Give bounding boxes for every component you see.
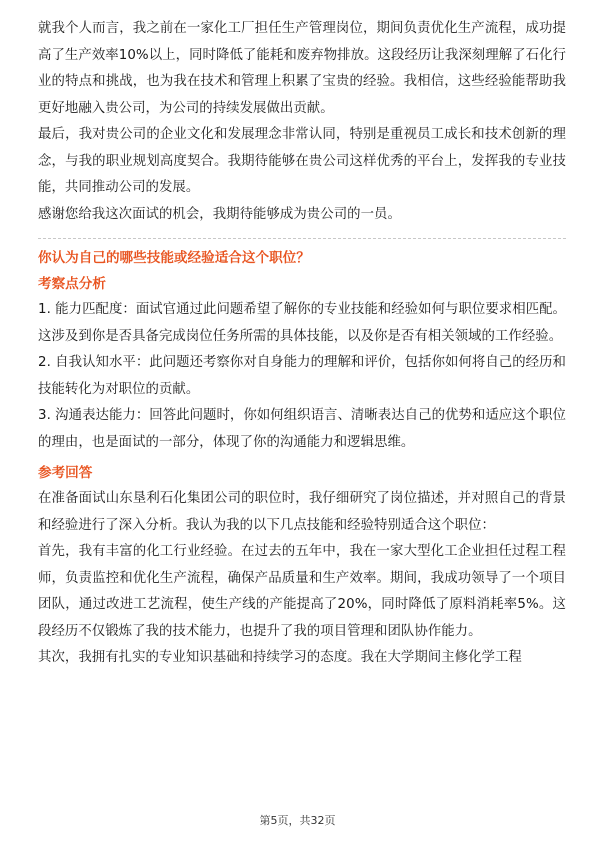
intro-paragraph: 就我个人而言，我之前在一家化工厂担任生产管理岗位，期间负责优化生产流程，成功提高了生产效率10%以上，同时降低了能耗和废弃物排放。这段经历让我深刻理解了石化行业的特点和挑战，也为我在技术和管理上积累了宝贵的经验。我相信，这些经验能帮助我更好地融入贵公司，为公司的持续发展做出贡献。 [38, 21, 566, 116]
answer-paragraph: 其次，我拥有扎实的专业知识基础和持续学习的态度。我在大学期间主修化学工程 [38, 650, 522, 665]
page-number: 第5页，共32页 [259, 814, 336, 827]
analysis-point: 1. 能力匹配度：面试官通过此问题希望了解你的专业技能和经验如何与职位要求相匹配。这涉及到你是否具备完成岗位任务所需的具体技能，以及你是否有相关领域的工作经验。 [38, 302, 566, 344]
intro-paragraph: 感谢您给我这次面试的机会，我期待能够成为贵公司的一员。 [38, 206, 401, 222]
answer-paragraph: 首先，我有丰富的化工行业经验。在过去的五年中，我在一家大型化工企业担任过程工程师，负责监控和优化生产流程，确保产品质量和生产效率。期间，我成功领导了一个项目团队，通过改进工艺流程，使生产线的产能提高了20%，同时降低了原料消耗率5%。这段经历不仅锻炼了我的技术能力，也提升了我的项目管理和团队协作能力。 [38, 544, 566, 639]
analysis-point: 3. 沟通表达能力：回答此问题时，你如何组织语言、清晰表达自己的优势和适应这个职位的理由，也是面试的一部分，体现了你的沟通能力和逻辑思维。 [38, 408, 566, 450]
document-page [38, 16, 566, 672]
question-heading: 你认为自己的哪些技能或经验适合这个职位？ [38, 250, 310, 266]
analysis-heading: 考察点分析 [38, 276, 106, 292]
analysis-point: 2. 自我认知水平：此问题还考察你对自身能力的理解和评价，包括你如何将自己的经历和技能转化为对职位的贡献。 [38, 355, 566, 397]
section-divider [38, 238, 566, 239]
intro-paragraph: 最后，我对贵公司的企业文化和发展理念非常认同，特别是重视员工成长和技术创新的理念，与我的职业规划高度契合。我期待能够在贵公司这样优秀的平台上，发挥我的专业技能，共同推动公司的发展。 [38, 127, 566, 195]
answer-paragraph: 在准备面试山东垦利石化集团公司的职位时，我仔细研究了岗位描述，并对照自己的背景和经验进行了深入分析。我认为我的以下几点技能和经验特别适合这个职位： [38, 491, 566, 533]
answer-heading: 参考回答 [38, 465, 93, 481]
